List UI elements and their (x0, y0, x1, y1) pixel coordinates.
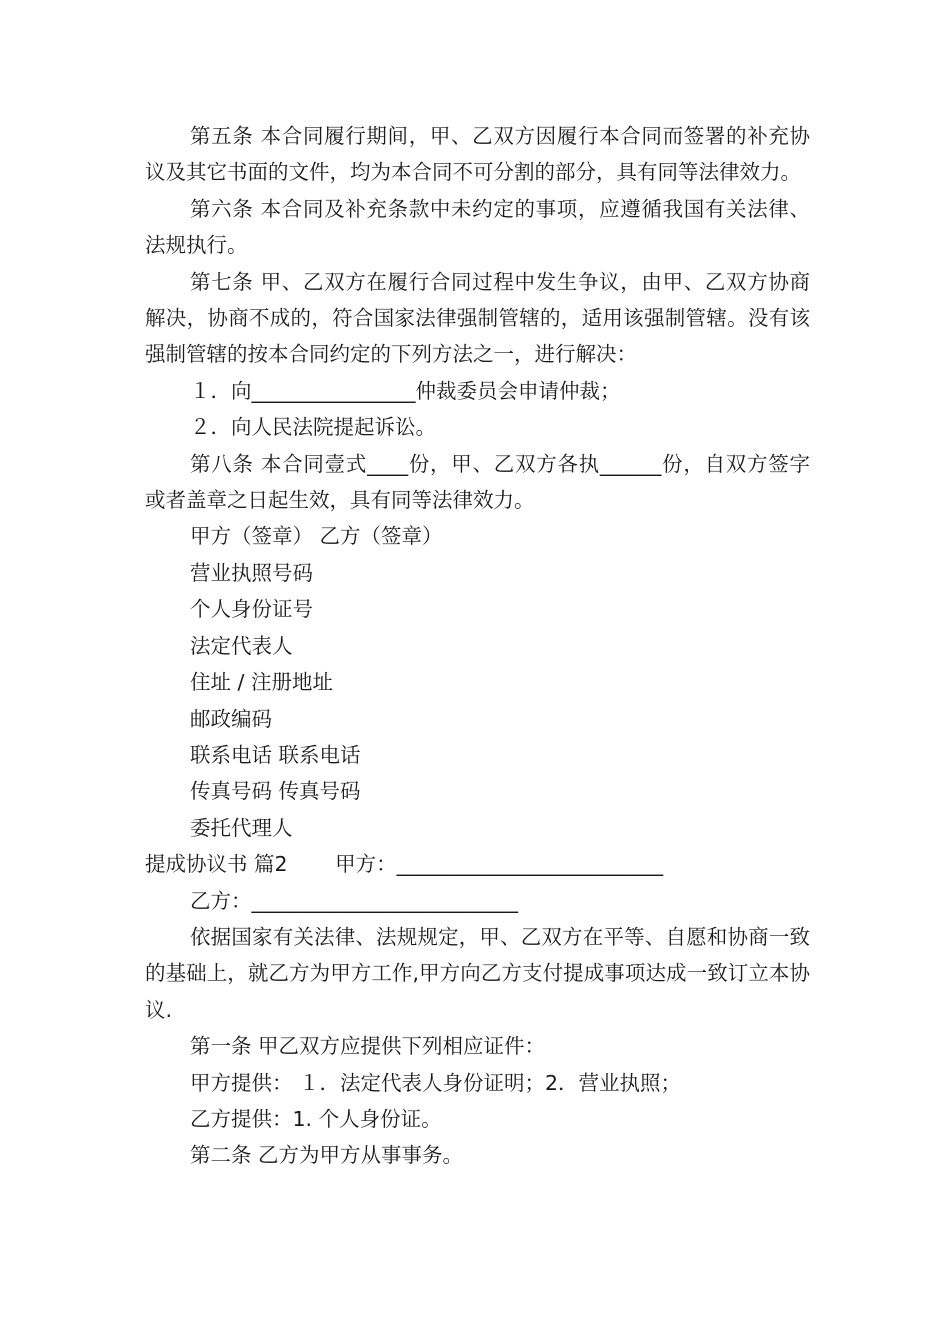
article-2: 第二条 乙方为甲方从事事务。 (190, 1143, 464, 1168)
clause-7: 第七条 甲、乙双方在履行合同过程中发生争议，由甲、乙双方协商解决，协商不成的，符合国家法律强制管辖的，适用该强制管辖。没有该强制管辖的按本合同约定的下列方法之一，进行解决： (145, 269, 810, 367)
party-b-documents: 乙方提供：1. 个人身份证。 (190, 1106, 442, 1131)
clause-8: 第八条 本合同壹式____份，甲、乙双方各执______份，自双方签字或者盖章之日起生效，具有同等法律效力。 (145, 451, 810, 513)
fax-field: 传真号码 传真号码 (190, 779, 361, 804)
postal-code-field: 邮政编码 (190, 706, 272, 731)
address-field: 住址 / 注册地址 (190, 670, 333, 695)
agreement-2-heading: 提成协议书 篇2 甲方：__________________________ (145, 852, 664, 877)
dispute-option-2: ２．向人民法院提起诉讼。 (190, 415, 436, 440)
party-a-documents: 甲方提供： １．法定代表人身份证明；2．营业执照； (190, 1070, 682, 1095)
article-1: 第一条 甲乙双方应提供下列相应证件： (190, 1034, 546, 1059)
party-b-line: 乙方：__________________________ (190, 888, 518, 913)
agent-field: 委托代理人 (190, 815, 293, 840)
business-license-field: 营业执照号码 (190, 560, 313, 585)
phone-field: 联系电话 联系电话 (190, 742, 361, 767)
legal-representative-field: 法定代表人 (190, 633, 293, 658)
id-number-field: 个人身份证号 (190, 597, 313, 622)
preamble: 依据国家有关法律、法规规定，甲、乙双方在平等、自愿和协商一致的基础上，就乙方为甲方工作,甲方向乙方支付提成事项达成一致订立本协议. (145, 924, 810, 1022)
clause-6: 第六条 本合同及补充条款中未约定的事项，应遵循我国有关法律、法规执行。 (145, 196, 810, 258)
clause-5: 第五条 本合同履行期间，甲、乙双方因履行本合同而签署的补充协议及其它书面的文件，均为本合同不可分割的部分，具有同等法律效力。 (145, 124, 810, 185)
document-page (145, 118, 810, 1174)
dispute-option-1: １．向________________仲裁委员会申请仲裁； (190, 378, 621, 403)
signature-line: 甲方（签章） 乙方（签章） (190, 524, 443, 549)
